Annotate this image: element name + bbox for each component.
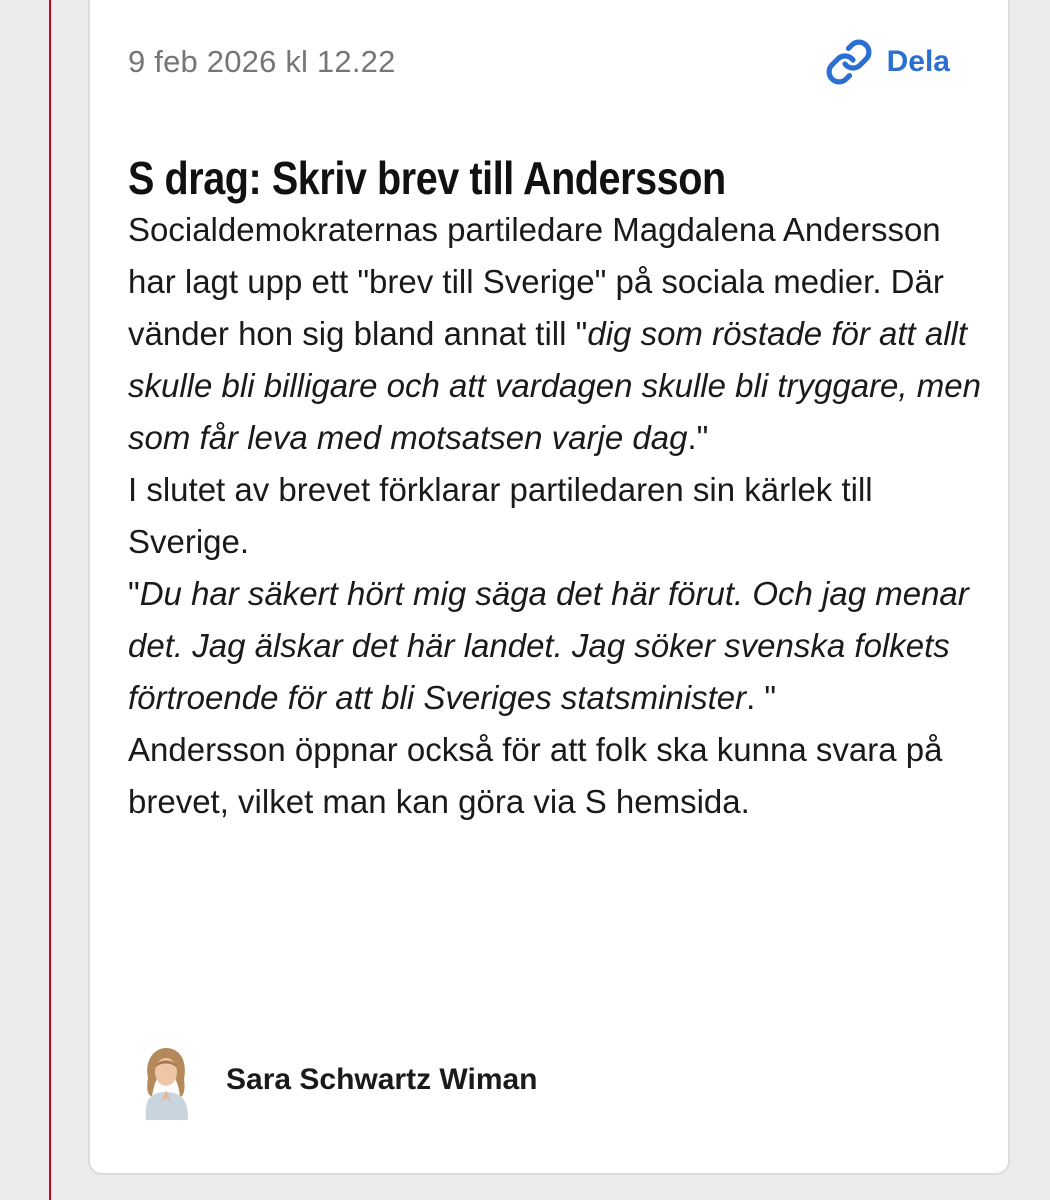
- quote-text: Du har säkert hört mig säga det här förut. Och jag menar det. Jag älskar det här landet. Jag söker svenska folkets förtroende för att bli Sveriges statsminister: [128, 575, 969, 716]
- share-label: Dela: [886, 45, 950, 78]
- author-name: Sara Schwartz Wiman: [226, 1063, 538, 1096]
- body-text: Andersson öppnar också för att folk ska kunna svara på brevet, vilket man kan göra via S hemsida.: [128, 731, 943, 820]
- post-card: [88, 0, 1010, 1175]
- body-text: .": [687, 419, 709, 456]
- body-paragraph: [128, 464, 988, 568]
- body-text: Socialdemokraternas partiledare Magdalena Andersson har lagt upp ett "brev till Sverige" på sociala medier. Där vänder hon sig bland annat till ": [128, 211, 944, 352]
- post-body: [128, 204, 988, 828]
- link-icon: [825, 38, 873, 86]
- post-headline: S drag: Skriv brev till Andersson: [128, 152, 726, 204]
- body-paragraph: [128, 724, 988, 828]
- share-button[interactable]: [825, 38, 950, 86]
- post-meta: [128, 40, 950, 84]
- body-paragraph: [128, 204, 988, 464]
- author-byline[interactable]: [126, 1040, 538, 1120]
- post-timestamp: 9 feb 2026 kl 12.22: [128, 44, 396, 79]
- timeline-line: [49, 0, 51, 1200]
- author-avatar: [126, 1040, 206, 1120]
- quote-text: dig som röstade för att allt skulle bli billigare och att vardagen skulle bli tryggare, men som får leva med motsatsen varje dag: [128, 315, 981, 456]
- body-text: I slutet av brevet förklarar partiledaren sin kärlek till Sverige.: [128, 471, 873, 560]
- body-text: . ": [746, 679, 777, 716]
- body-paragraph: [128, 568, 988, 724]
- body-text: ": [128, 575, 140, 612]
